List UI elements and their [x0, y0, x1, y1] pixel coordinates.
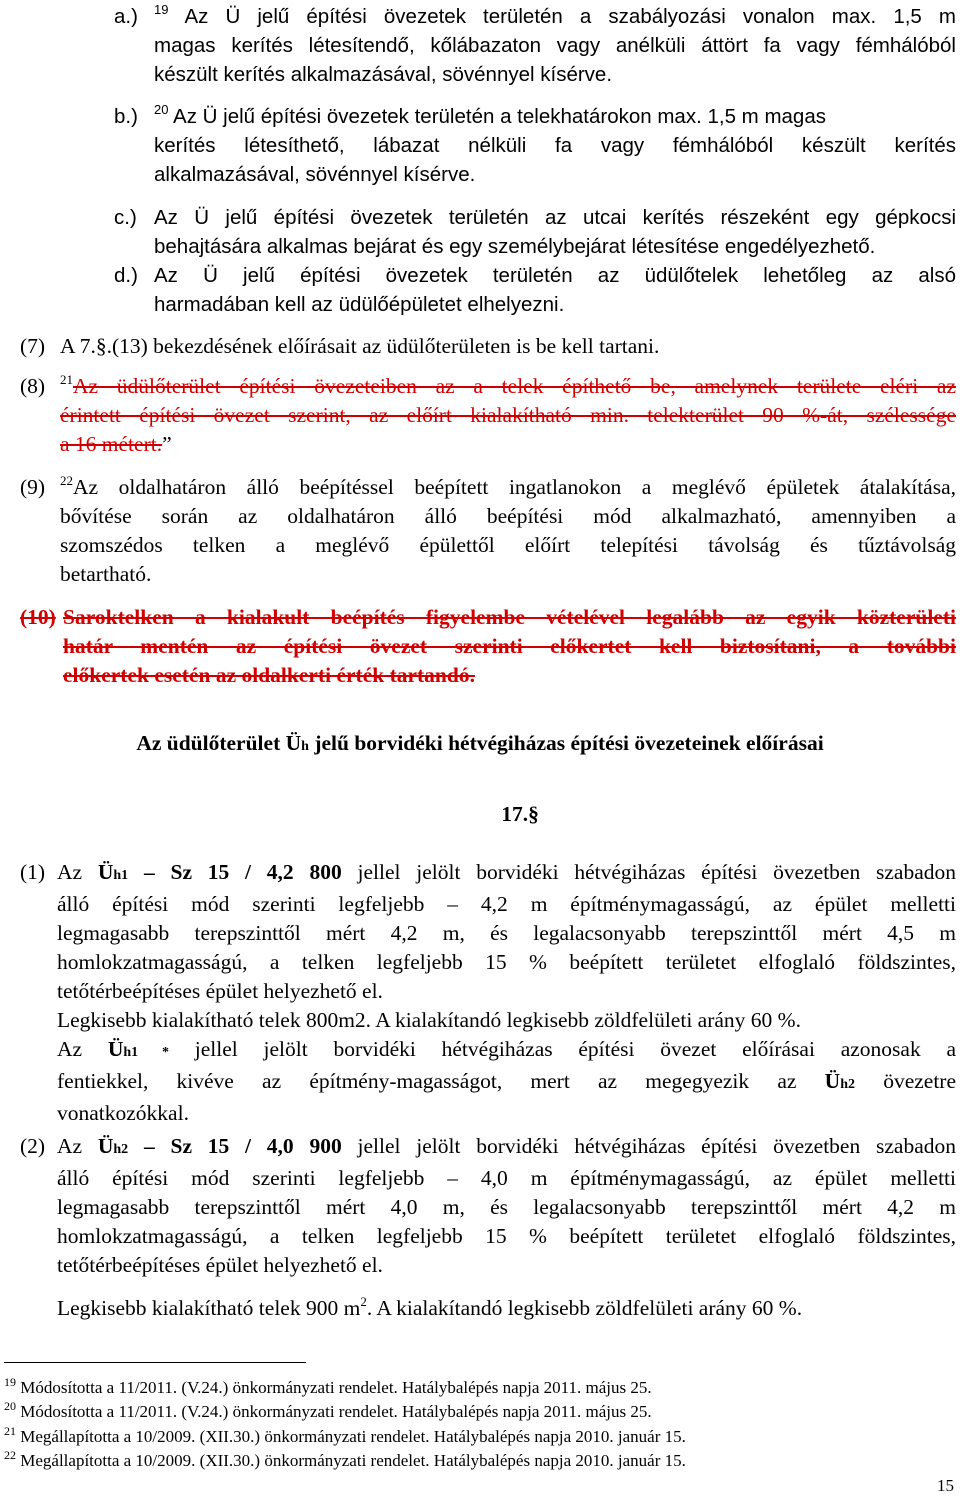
- paragraph-7-label: (7): [20, 334, 46, 358]
- footnote-21: $^{21}$ Megállapította a 10/2009. (XII.30.) önkormányzati rendelet. Hatálybalépés napja 2010. január 15.: [4, 1424, 686, 1446]
- paragraph-7-text: A 7.§.(13) bekezdésének előírásait az üdülőterületen is be kell tartani.: [60, 334, 660, 358]
- footnote-19: $^{19}$ Módosította a 11/2011. (V.24.) önkormányzati rendelet. Hatálybalépés napja 2011. május 25.: [4, 1375, 652, 1397]
- closing-quote: ”: [162, 432, 172, 456]
- item-a-line-1: Az Ü jelű építési övezetek területén a szabályozási vonalon max. 1,5 m: [184, 5, 956, 28]
- clause-2: (2) Az Üh2 – Sz 15 / 4,0 900 jellel jelölt borvidéki hétvégiházas építési övezetben szabadon álló építési mód szerinti legfeljebb – 4,0 m építménymagasságú, az épület melletti legmagasabb terepszinttől mért 4,0 m, és legalacsonyabb terepszinttől mért 4,2 m homlokzatmagasságú, a telken legfeljebb 15 % beépített területet elfoglaló földszintes, tetőtérbeépítéses épület helyezhető el. Legkisebb kialakítható telek 900 $m^2$. A kialakítandó legkisebb zöldfelületi arány 60 %.: [20, 1132, 956, 1323]
- paragraph-8-line-2: érintett építési övezet szerint, az előírt kialakítható min. telekterület 90 %-át, szélessége: [60, 403, 956, 427]
- paragraph-9-line-2: bővítése során az oldalhatáron álló beépítési mód alkalmazható, amennyiben a: [60, 504, 956, 528]
- item-d-line-1: Az Ü jelű építési övezetek területén az üdülőtelek lehetőleg az alsó: [154, 264, 956, 287]
- item-a-line-2: magas kerítés létesítendő, kőlábazaton vagy anélküli áttört fa vagy fémhálóból: [154, 34, 956, 57]
- paragraph-9-line-1: Az oldalhatáron álló beépítéssel beépített ingatlanokon a meglévő épületek átalakítása,: [73, 475, 956, 499]
- clause-1-label: (1): [20, 860, 46, 884]
- paragraph-7: [20, 332, 956, 361]
- item-d: [114, 261, 956, 319]
- item-b-line-2: kerítés létesíthető, lábazat nélküli fa vagy fémhálóból készült kerítés: [154, 134, 956, 157]
- paragraph-10-label: (10): [20, 605, 56, 629]
- footnote-20: $^{20}$ Módosította a 11/2011. (V.24.) önkormányzati rendelet. Hatálybalépés napja 2011. május 25.: [4, 1399, 652, 1421]
- clause-1-star-line-3: vonatkozókkal.: [57, 1101, 189, 1125]
- clause-2-line-3: legmagasabb terepszinttől mért 4,0 m, és legalacsonyabb terepszinttől mért 4,2 m: [57, 1195, 956, 1219]
- footnote-ref-22[interactable]: 22: [60, 473, 73, 488]
- footnote-ref-20[interactable]: 20: [154, 102, 169, 117]
- footnote-ref-21[interactable]: 21: [60, 372, 73, 387]
- item-c-label: c.): [114, 206, 137, 229]
- clause-2-line-2: álló építési mód szerinti legfeljebb – 4,0 m építménymagasságú, az épület melletti: [57, 1166, 956, 1190]
- paragraph-10-line-1: Saroktelken a kialakult beépítés figyelembe vételével legalább az egyik közterületi: [63, 605, 956, 629]
- paragraph-8-line-1: Az üdülőterület építési övezeteiben az a telek építhető be, amelynek területe eléri az: [73, 374, 956, 398]
- clause-1: (1) Az Üh1 – Sz 15 / 4,2 800 jellel jelölt borvidéki hétvégiházas építési övezetben szabadon álló építési mód szerinti legfeljebb – 4,2 m építménymagasságú, az épület melletti legmagasabb terepszinttől mért 4,2 m, és legalacsonyabb terepszinttől mért 4,5 m homlokzatmagasságú, a telken legfeljebb 15 % beépített területet elfoglaló földszintes, tetőtérbeépítéses épület helyezhető el. Legkisebb kialakítható telek 800m2. A kialakítandó legkisebb zöldfelületi arány 60 %. Az Üh1 * jellel jelölt borvidéki hétvégiházas építési övezet előírásai azonosak a fentiekkel, kivéve az építmény-magasságot, mert az megegyezik az Üh2 övezetre vonatkozókkal.: [20, 858, 956, 1128]
- clause-2-label: (2): [20, 1134, 46, 1158]
- clause-1-min-lot: Legkisebb kialakítható telek 800m2. A kialakítandó legkisebb zöldfelületi arány 60 %.: [57, 1008, 801, 1032]
- paragraph-8-label: (8): [20, 374, 46, 398]
- item-c-line-1: Az Ü jelű építési övezetek területén az utcai kerítés részeként egy gépkocsi: [154, 206, 956, 229]
- zone-code-uh2-ref: Üh2: [824, 1069, 855, 1093]
- item-a: [114, 2, 956, 89]
- item-b-label: b.): [114, 105, 138, 128]
- item-b: [114, 102, 956, 189]
- paragraph-8-line-3: a 16 métert.: [60, 432, 163, 456]
- clause-1-line-5: tetőtérbeépítéses épület helyezhető el.: [57, 979, 383, 1003]
- paragraph-10: [20, 603, 956, 690]
- page-number: 15: [937, 1476, 954, 1495]
- paragraph-9-line-4: betartható.: [60, 562, 152, 586]
- clause-1-line-4: homlokzatmagasságú, a telken legfeljebb 15 % beépített területet elfoglaló földszintes,: [57, 950, 956, 974]
- zone-code-uh1-star: Üh1 *: [107, 1037, 170, 1061]
- paragraph-9: [20, 473, 956, 589]
- footnote-ref-19[interactable]: 19: [154, 2, 169, 17]
- clause-2-line-4: homlokzatmagasságú, a telken legfeljebb 15 % beépített területet elfoglaló földszintes,: [57, 1224, 956, 1248]
- item-a-label: a.): [114, 5, 138, 28]
- clause-1-line-3: legmagasabb terepszinttől mért 4,2 m, és legalacsonyabb terepszinttől mért 4,5 m: [57, 921, 956, 945]
- item-d-line-2: harmadában kell az üdülőépületet elhelyezni.: [154, 293, 565, 316]
- paragraph-8: [20, 372, 956, 459]
- paragraph-9-label: (9): [20, 475, 46, 499]
- footnote-22: $^{22}$ Megállapította a 10/2009. (XII.30.) önkormányzati rendelet. Hatálybalépés napja 2010. január 15.: [4, 1448, 686, 1470]
- item-b-line-1: Az Ü jelű építési övezetek területén a telekhatárokon max. 1,5 m magas: [173, 105, 826, 128]
- item-a-line-3: készült kerítés alkalmazásával, sövénnyel kísérve.: [154, 63, 613, 86]
- item-b-line-3: alkalmazásával, sövénnyel kísérve.: [154, 163, 476, 186]
- paragraph-10-line-2: határ mentén az építési övezet szerinti előkertet kell biztosítani, a további: [63, 634, 956, 658]
- section-number: 17.§: [501, 802, 539, 826]
- clause-2-line-5: tetőtérbeépítéses épület helyezhető el.: [57, 1253, 383, 1277]
- zone-code-uh1: Üh1 – Sz 15 / 4,2 800: [97, 860, 342, 884]
- footnote-divider: [4, 1362, 306, 1363]
- item-d-label: d.): [114, 264, 138, 287]
- clause-2-min-lot: Legkisebb kialakítható telek 900 $m^2$. A kialakítandó legkisebb zöldfelületi arány 60 %.: [57, 1294, 803, 1320]
- zone-code-uh2: Üh2 – Sz 15 / 4,0 900: [97, 1134, 342, 1158]
- clause-1-line-2: álló építési mód szerinti legfeljebb – 4,2 m építménymagasságú, az épület melletti: [57, 892, 956, 916]
- item-c-line-2: behajtására alkalmas bejárat és egy személybejárat létesítése engedélyezhető.: [154, 235, 876, 258]
- paragraph-9-line-3: szomszédos telken a meglévő épülettől előírt telepítési távolság és tűztávolság: [60, 533, 956, 557]
- paragraph-10-line-3: előkertek esetén az oldalkerti érték tartandó.: [63, 663, 475, 687]
- item-c: [114, 203, 956, 261]
- section-heading: Az üdülőterület Üh jelű borvidéki hétvégiházas építési övezeteinek előírásai: [136, 731, 824, 755]
